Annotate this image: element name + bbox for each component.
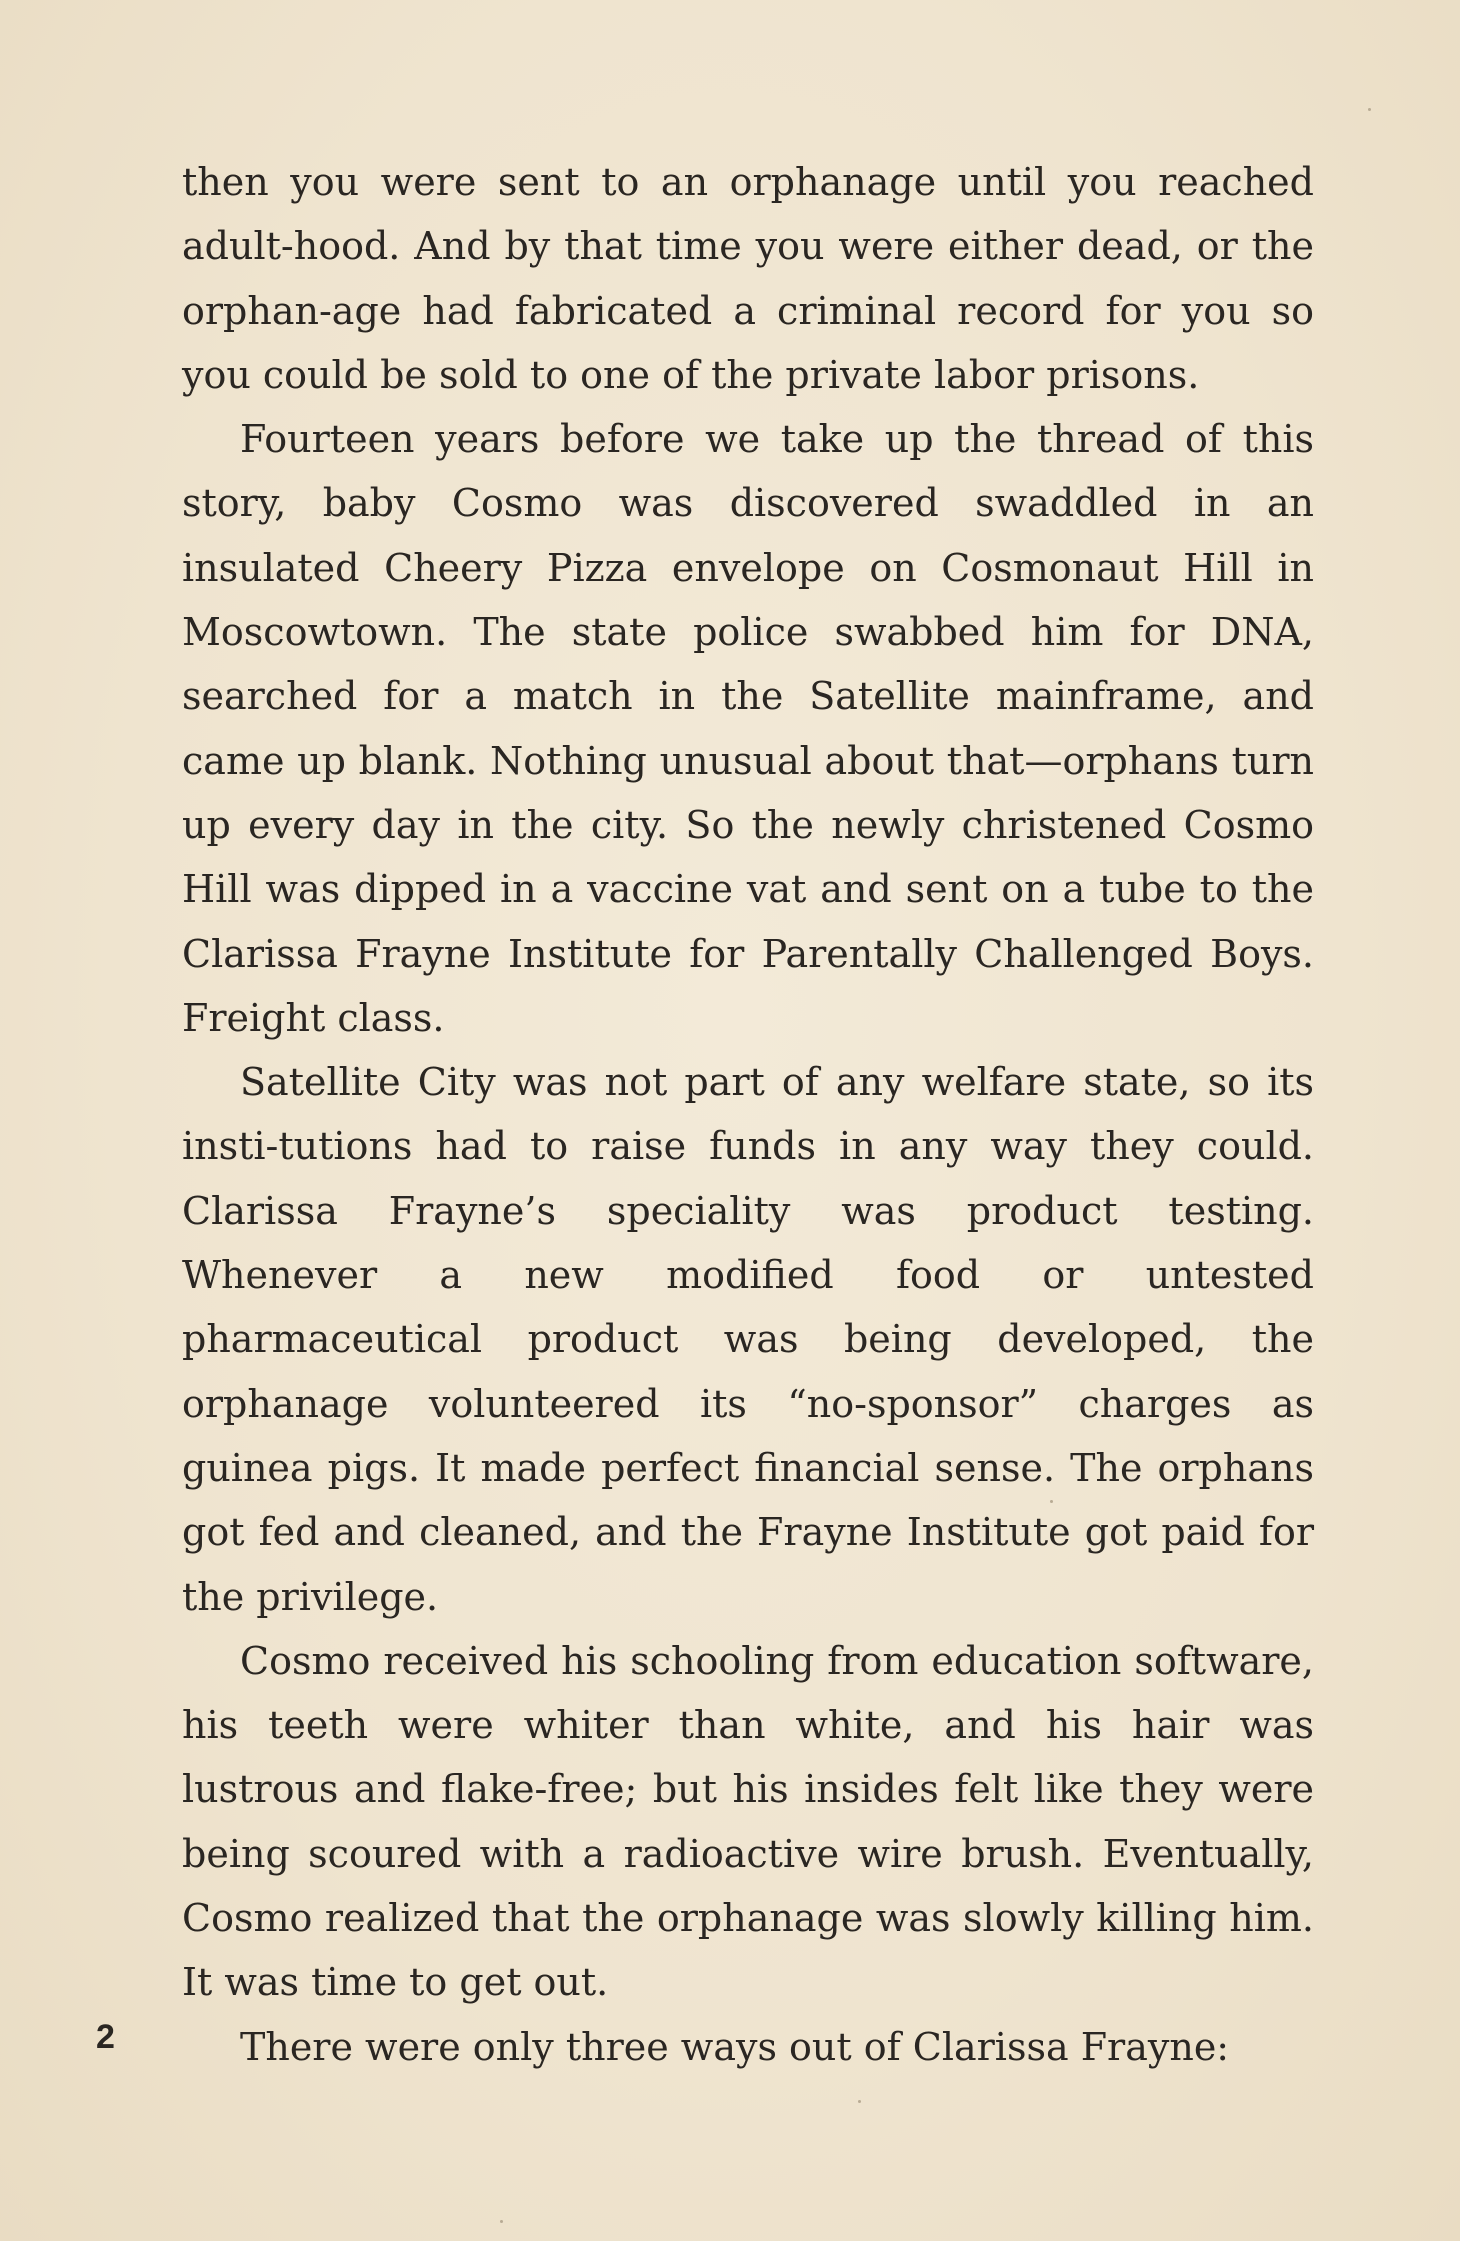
paragraph-2: Fourteen years before we take up the thread of this story, baby Cosmo was discovered swaddled in an insulated Cheery Pizza envelope on Cosmonaut Hill in Moscowtown. The state police swabbed him for DNA, searched for a match in the Satellite mainframe, and came up blank. Nothing unusual about that—orphans turn up every day in the city. So the newly christened Cosmo Hill was dipped in a vaccine vat and sent on a tube to the Clarissa Frayne Institute for Parentally Challenged Boys. Freight class.: [182, 417, 1314, 1040]
body-text: [182, 150, 1314, 2079]
paragraph-3: Satellite City was not part of any welfare state, so its insti-tutions had to raise funds in any way they could. Clarissa Frayne’s speciality was product testing. Whenever a new modified food or untested pharmaceutical product was being developed, the orphanage volunteered its “no-sponsor” charges as guinea pigs. It made perfect financial sense. The orphans got fed and cleaned, and the Frayne Institute got paid for the privilege.: [182, 1060, 1314, 1619]
paper-speck: [1368, 108, 1371, 111]
paragraph-1: then you were sent to an orphanage until you reached adult-hood. And by that time you were either dead, or the orphan-age had fabricated a criminal record for you so you could be sold to one of the private labor prisons.: [182, 160, 1314, 397]
paragraph-4: Cosmo received his schooling from education software, his teeth were whiter than white, and his hair was lustrous and flake-free; but his insides felt like they were being scoured with a radioactive wire brush. Eventually, Cosmo realized that the orphanage was slowly killing him. It was time to get out.: [182, 1638, 1314, 2005]
paper-speck: [500, 2220, 503, 2223]
paragraph-5: There were only three ways out of Clarissa Frayne:: [240, 2024, 1230, 2069]
paper-speck: [858, 2100, 861, 2103]
page-number: 2: [96, 2018, 115, 2056]
paper-speck: [1050, 1500, 1053, 1503]
